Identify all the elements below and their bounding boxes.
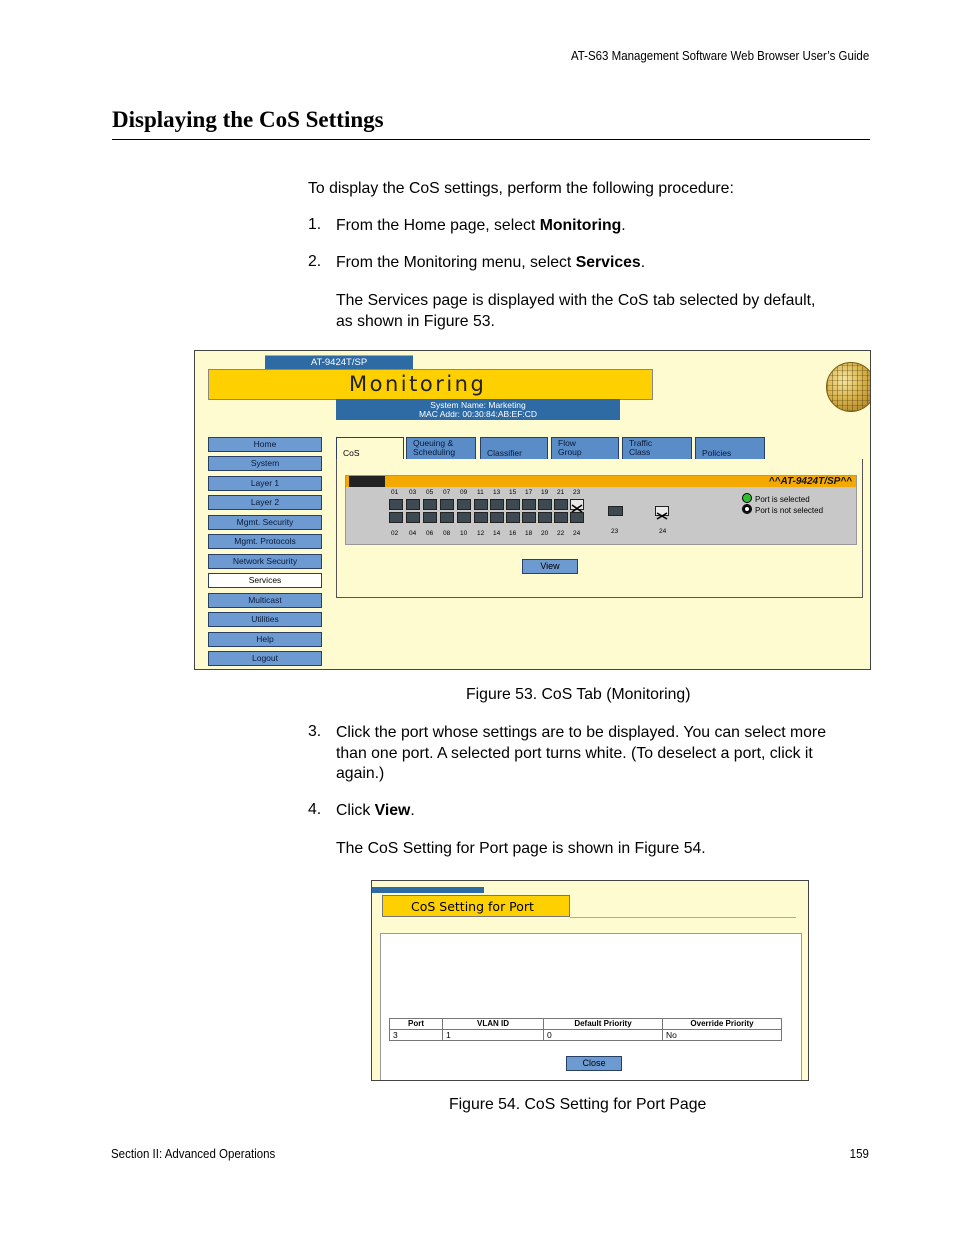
cos-setting-table bbox=[389, 1018, 782, 1041]
port-number-label: 07 bbox=[443, 489, 451, 496]
system-name: System Name: Marketing bbox=[430, 400, 526, 410]
step-1-text: From the Home page, select Monitoring. bbox=[336, 217, 626, 234]
port[interactable] bbox=[474, 499, 488, 510]
monitoring-heading: Monitoring bbox=[349, 372, 487, 396]
step-3-text: Click the port whose settings are to be displayed. You can select more than one port. A selected port turns white. (To deselect a port, click it again.) bbox=[336, 724, 826, 782]
nav-network-security-button[interactable]: Network Security bbox=[208, 554, 322, 569]
cell-default-priority: 0 bbox=[544, 1030, 663, 1041]
port-number-label: 10 bbox=[460, 530, 468, 537]
port[interactable] bbox=[490, 499, 504, 510]
tab-flow-group[interactable]: Flow Group bbox=[551, 437, 619, 459]
allied-telesyn-logo-icon bbox=[349, 476, 385, 487]
title-underline bbox=[570, 917, 796, 918]
port-number-label: 24 bbox=[573, 530, 581, 537]
cos-panel bbox=[336, 459, 863, 598]
port[interactable] bbox=[440, 512, 454, 523]
column-header-override-priority: Override Priority bbox=[663, 1019, 782, 1030]
port-number-label: 13 bbox=[493, 489, 501, 496]
tab-policies[interactable]: Policies bbox=[695, 437, 765, 459]
port-number-label: 05 bbox=[426, 489, 434, 496]
step-4-number: 4. bbox=[308, 801, 322, 818]
port-number-label: 17 bbox=[525, 489, 533, 496]
nav-help-button[interactable]: Help bbox=[208, 632, 322, 647]
page-number: 159 bbox=[849, 1147, 869, 1161]
port-number-label: 18 bbox=[525, 530, 533, 537]
green-led-icon bbox=[742, 493, 752, 503]
port[interactable] bbox=[423, 512, 437, 523]
port-number-label: 09 bbox=[460, 489, 468, 496]
port[interactable] bbox=[406, 512, 420, 523]
cell-port: 3 bbox=[390, 1030, 443, 1041]
nav-home-button[interactable]: Home bbox=[208, 437, 322, 452]
port-number-label: 04 bbox=[409, 530, 417, 537]
x-mark-icon bbox=[656, 512, 668, 520]
port[interactable] bbox=[522, 499, 536, 510]
cos-setting-title: CoS Setting for Port bbox=[382, 895, 570, 917]
port[interactable] bbox=[423, 499, 437, 510]
device-tab: AT-9424T/SP bbox=[265, 355, 413, 370]
port-number-label: 16 bbox=[509, 530, 517, 537]
white-led-icon bbox=[742, 504, 752, 514]
port[interactable] bbox=[522, 512, 536, 523]
port-number-label: 14 bbox=[493, 530, 501, 537]
port-number-label: 19 bbox=[541, 489, 549, 496]
sfp-port-disabled[interactable] bbox=[655, 506, 669, 516]
column-header-port: Port bbox=[390, 1019, 443, 1030]
switch-model-label: ^^AT-9424T/SP^^ bbox=[768, 476, 852, 487]
port-disabled[interactable] bbox=[570, 499, 584, 510]
port[interactable] bbox=[570, 512, 584, 523]
port[interactable] bbox=[457, 499, 471, 510]
cell-vlan-id: 1 bbox=[443, 1030, 544, 1041]
sfp-port-label: 23 bbox=[611, 528, 619, 535]
table-header-row bbox=[390, 1019, 782, 1030]
step-2-number: 2. bbox=[308, 253, 322, 270]
port[interactable] bbox=[506, 499, 520, 510]
nav-utilities-button[interactable]: Utilities bbox=[208, 612, 322, 627]
port[interactable] bbox=[389, 499, 403, 510]
port-number-label: 21 bbox=[557, 489, 565, 496]
port-number-label: 20 bbox=[541, 530, 549, 537]
port-number-label: 12 bbox=[477, 530, 485, 537]
figure-54-cos-setting-page bbox=[371, 880, 809, 1081]
step-4-note: The CoS Setting for Port page is shown in Figure 54. bbox=[336, 840, 706, 857]
nav-multicast-button[interactable]: Multicast bbox=[208, 593, 322, 608]
mac-address: MAC Addr: 00:30:84:AB:EF:CD bbox=[418, 409, 538, 419]
legend-selected: Port is selected bbox=[742, 493, 810, 504]
tab-cos[interactable]: CoS bbox=[336, 437, 404, 470]
port-number-label: 06 bbox=[426, 530, 434, 537]
switch-top-bar bbox=[346, 476, 856, 487]
intro-paragraph: To display the CoS settings, perform the following procedure: bbox=[308, 180, 734, 197]
port-number-label: 23 bbox=[573, 489, 581, 496]
view-button[interactable]: View bbox=[522, 559, 578, 574]
port-number-label: 22 bbox=[557, 530, 565, 537]
sfp-port[interactable] bbox=[608, 506, 623, 516]
section-title: Displaying the CoS Settings bbox=[112, 107, 384, 132]
port[interactable] bbox=[538, 512, 552, 523]
port[interactable] bbox=[506, 512, 520, 523]
close-button[interactable]: Close bbox=[566, 1056, 622, 1071]
system-info-box bbox=[336, 399, 620, 420]
port-number-label: 15 bbox=[509, 489, 517, 496]
sfp-port-label: 24 bbox=[659, 528, 667, 535]
tab-traffic-class[interactable]: Traffic Class bbox=[622, 437, 692, 459]
tab-classifier[interactable]: Classifier bbox=[480, 437, 548, 459]
footer-section-label: Section II: Advanced Operations bbox=[111, 1147, 276, 1161]
port-number-label: 08 bbox=[443, 530, 451, 537]
port[interactable] bbox=[440, 499, 454, 510]
running-header: AT-S63 Management Software Web Browser User’s Guide bbox=[570, 49, 869, 63]
step-2-note: The Services page is displayed with the CoS tab selected by default, as shown in Figure 53. bbox=[336, 292, 816, 330]
figure-54-caption: Figure 54. CoS Setting for Port Page bbox=[449, 1096, 707, 1113]
figure-53-services-page bbox=[194, 350, 871, 670]
step-4-text: Click View. bbox=[336, 802, 415, 819]
nav-services-button[interactable]: Services bbox=[208, 573, 322, 588]
port-number-label: 01 bbox=[391, 489, 399, 496]
step-1-number: 1. bbox=[308, 216, 322, 233]
port[interactable] bbox=[457, 512, 471, 523]
port-number-label: 02 bbox=[391, 530, 399, 537]
column-header-vlan-id: VLAN ID bbox=[443, 1019, 544, 1030]
window-tab-strip bbox=[372, 887, 484, 893]
table-row bbox=[390, 1030, 782, 1041]
monitoring-banner bbox=[208, 369, 653, 400]
port[interactable] bbox=[389, 512, 403, 523]
tab-queuing-scheduling[interactable]: Queuing & Scheduling bbox=[406, 437, 476, 459]
nav-logout-button[interactable]: Logout bbox=[208, 651, 322, 666]
nav-layer2-button[interactable]: Layer 2 bbox=[208, 495, 322, 510]
port[interactable] bbox=[554, 499, 568, 510]
port-number-label: 11 bbox=[477, 489, 484, 496]
port[interactable] bbox=[490, 512, 504, 523]
globe-logo-icon bbox=[826, 362, 871, 412]
port[interactable] bbox=[554, 512, 568, 523]
port[interactable] bbox=[538, 499, 552, 510]
figure-53-caption: Figure 53. CoS Tab (Monitoring) bbox=[466, 686, 691, 703]
cell-override-priority: No bbox=[663, 1030, 782, 1041]
step-3-number: 3. bbox=[308, 723, 322, 740]
nav-system-button[interactable]: System bbox=[208, 456, 322, 471]
legend-not-selected: Port is not selected bbox=[742, 504, 823, 515]
switch-faceplate bbox=[345, 475, 857, 545]
nav-mgmt-security-button[interactable]: Mgmt. Security bbox=[208, 515, 322, 530]
nav-mgmt-protocols-button[interactable]: Mgmt. Protocols bbox=[208, 534, 322, 549]
port-number-label: 03 bbox=[409, 489, 417, 496]
title-rule bbox=[112, 139, 870, 140]
nav-layer1-button[interactable]: Layer 1 bbox=[208, 476, 322, 491]
column-header-default-priority: Default Priority bbox=[544, 1019, 663, 1030]
port[interactable] bbox=[474, 512, 488, 523]
port[interactable] bbox=[406, 499, 420, 510]
cos-setting-panel bbox=[380, 933, 802, 1081]
step-2-text: From the Monitoring menu, select Services. bbox=[336, 254, 646, 271]
